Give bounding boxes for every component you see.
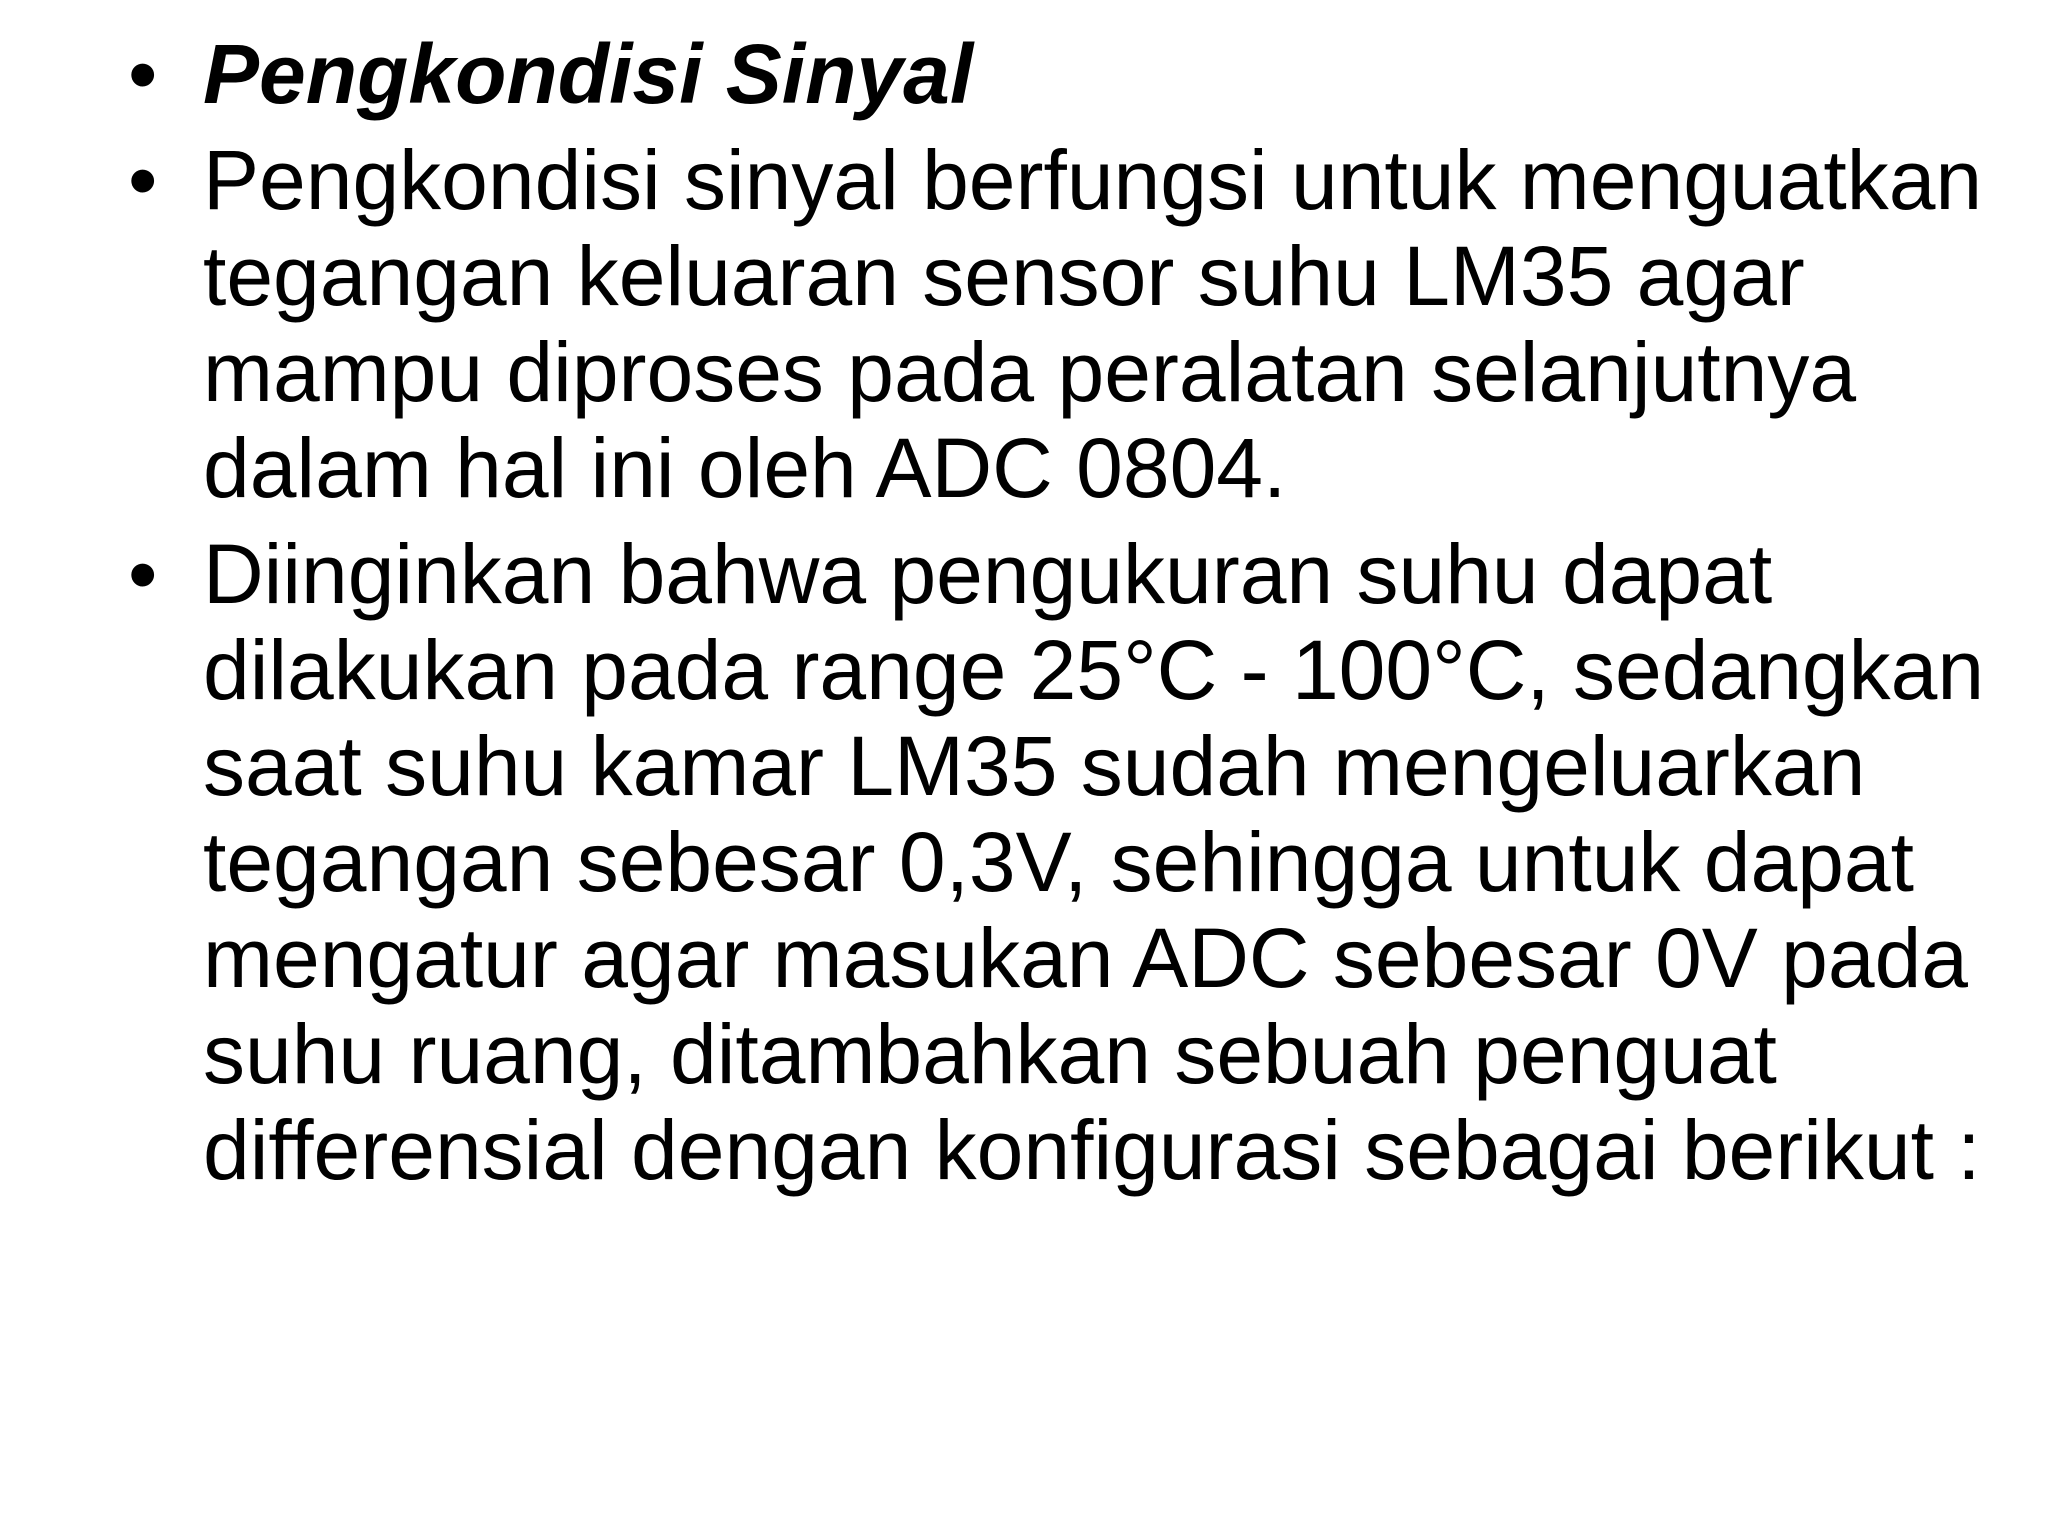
bullet-list xyxy=(128,26,2028,1198)
paragraph-text: Diinginkan bahwa pengukuran suhu dapat dilakukan pada range 25°C - 100°C, sedangkan saat suhu kamar LM35 sudah mengeluarkan tegangan sebesar 0,3V, sehingga untuk dapat mengatur agar masukan ADC sebesar 0V pada suhu ruang, ditambahkan sebuah penguat differensial dengan konfigurasi sebagai berikut : xyxy=(203,527,1985,1197)
bullet-icon: • xyxy=(128,527,158,621)
bullet-paragraph-2 xyxy=(128,526,2028,1198)
bullet-icon: • xyxy=(128,133,158,227)
bullet-paragraph-1 xyxy=(128,132,2028,516)
bullet-heading xyxy=(128,26,2028,122)
paragraph-text: Pengkondisi sinyal berfungsi untuk menguatkan tegangan keluaran sensor suhu LM35 agar mampu diproses pada peralatan selanjutnya dalam hal ini oleh ADC 0804. xyxy=(203,133,1983,515)
slide-heading: Pengkondisi Sinyal xyxy=(203,27,974,121)
bullet-icon: • xyxy=(128,27,158,121)
